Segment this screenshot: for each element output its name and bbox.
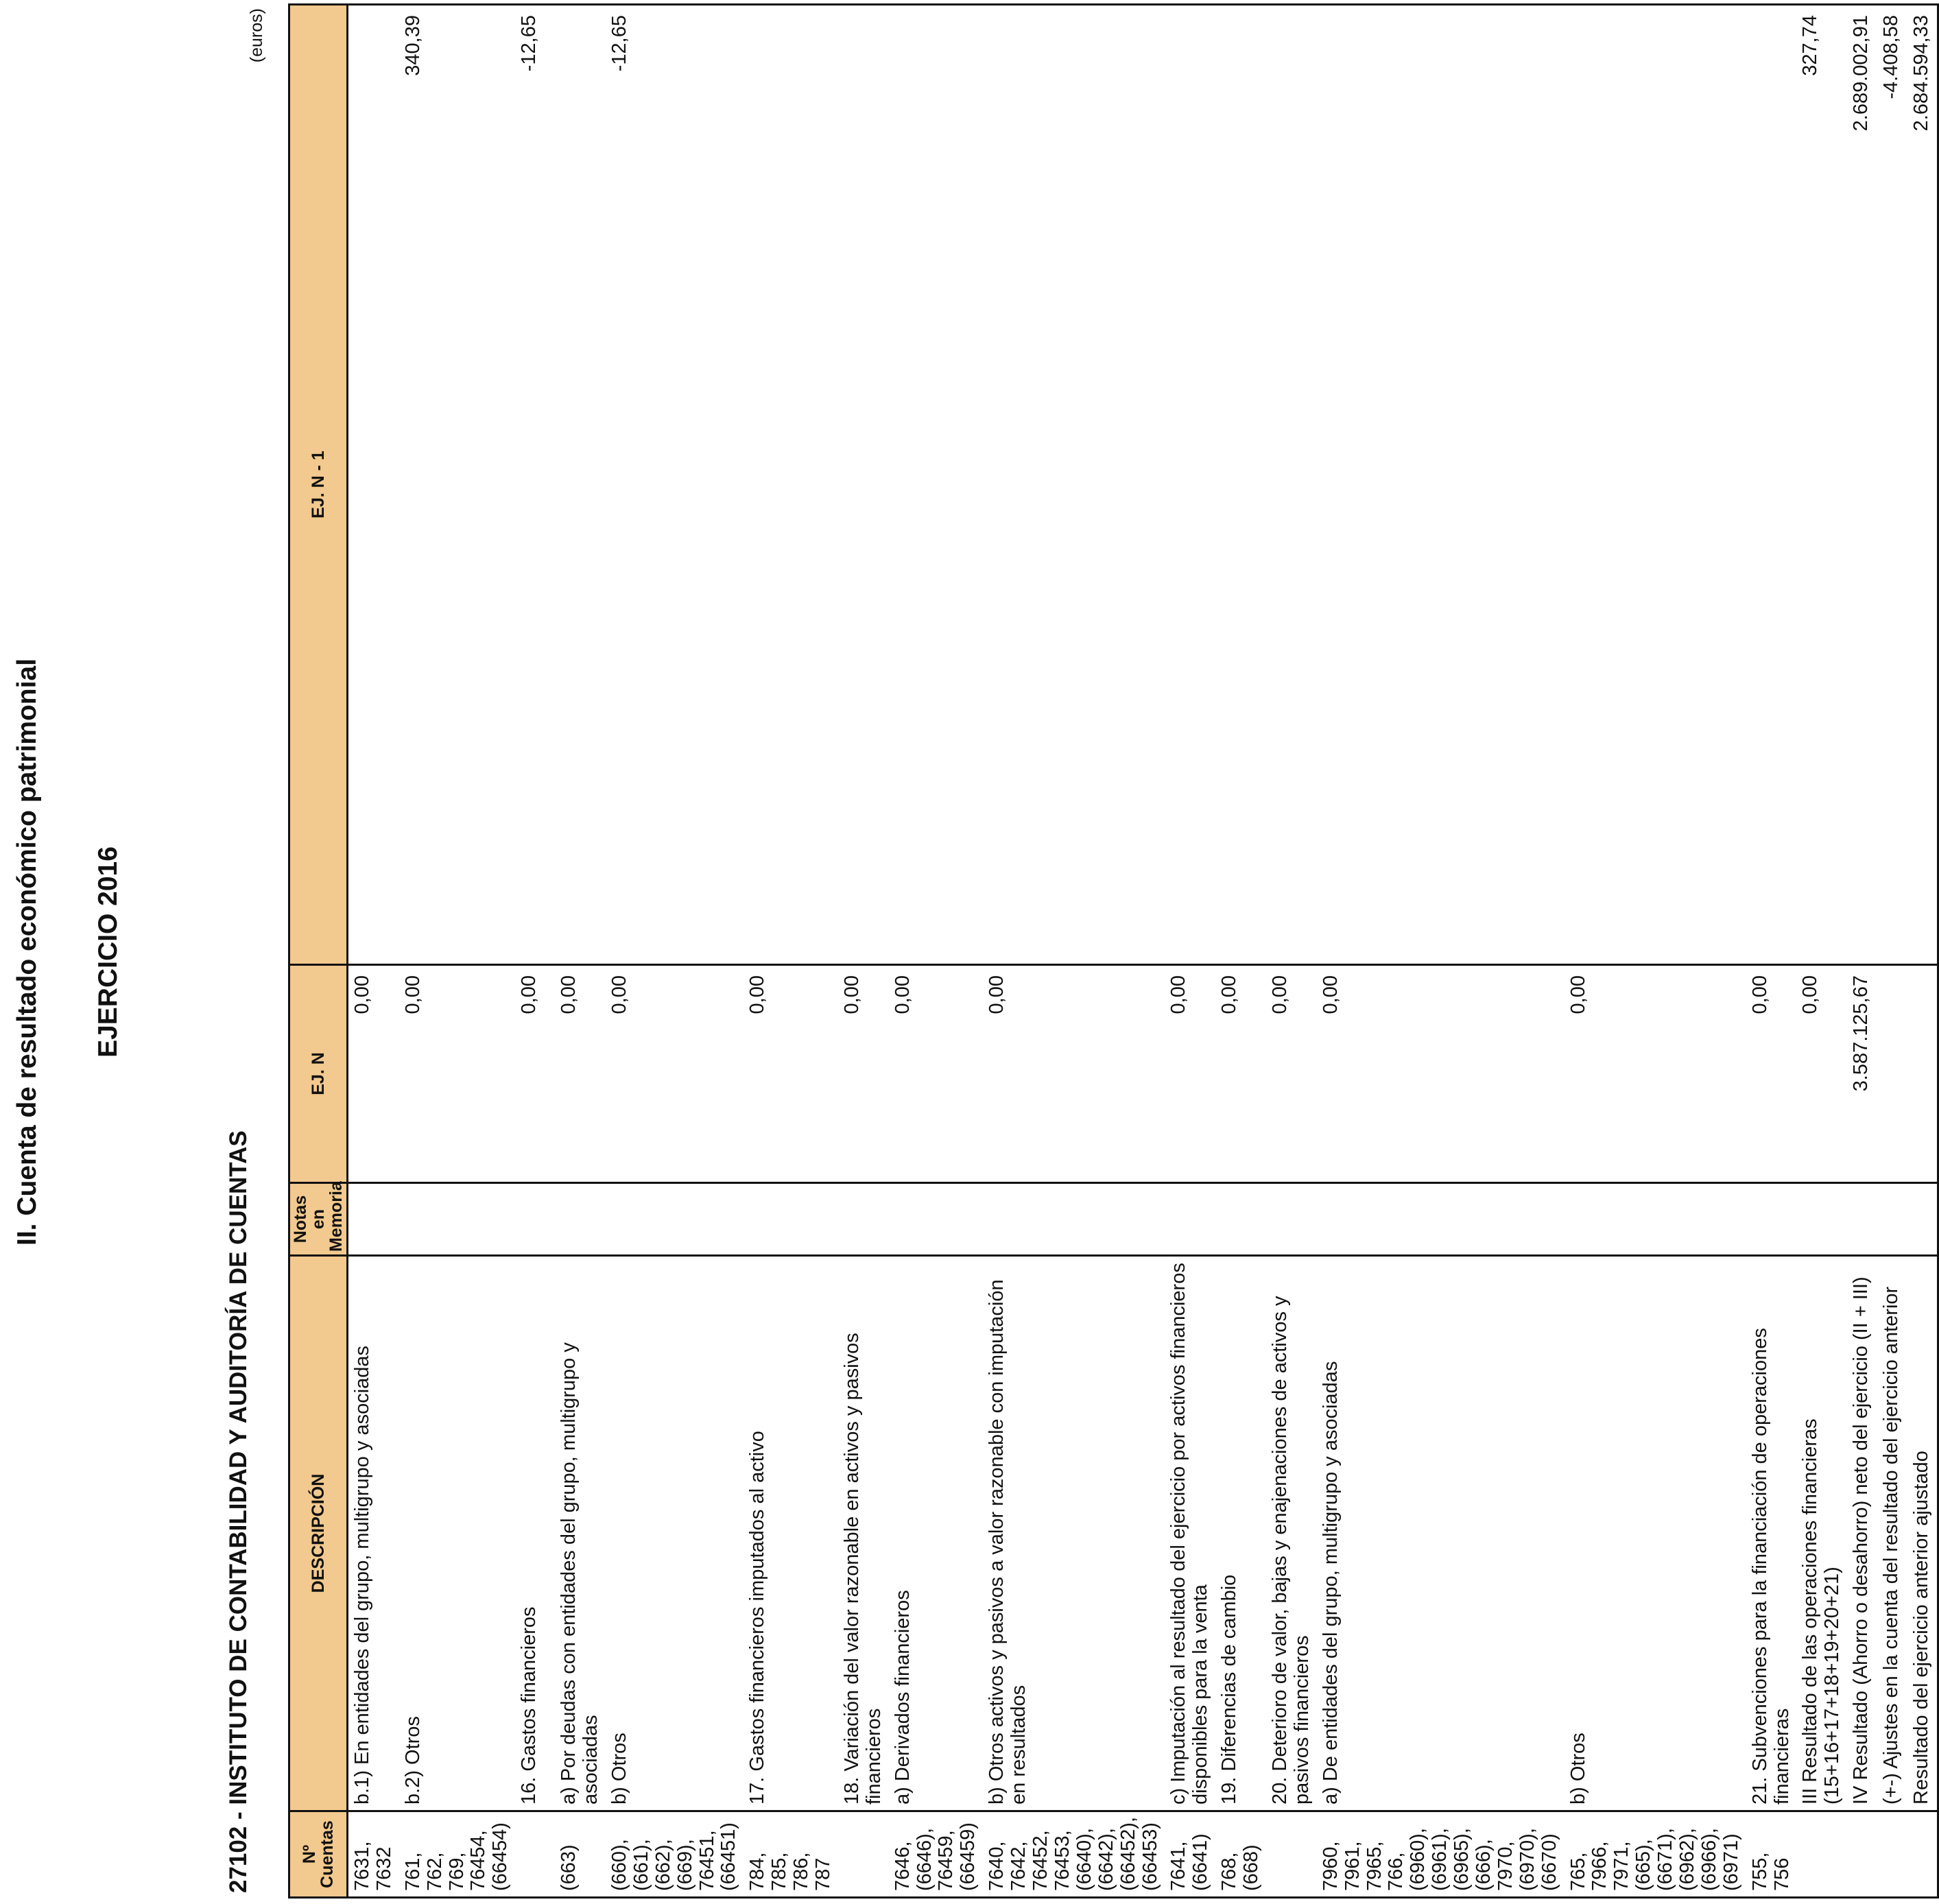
cell-ej-n1 [1215,5,1266,965]
cell-ej-n1 [1746,5,1797,965]
table-row [889,5,984,1898]
cell-cuentas [515,1811,555,1898]
cell-ej-n1 [744,5,838,965]
table-row [1847,5,1877,1898]
table-row [606,5,744,1898]
cell-descripcion: 19. Diferencias de cambio [1215,1256,1266,1811]
cell-descripcion: 21. Subvenciones para la financiación de operaciones financieras [1746,1256,1797,1811]
cell-ej-n1: 2.684.594,33 [1907,5,1938,965]
cell-notas [1847,1183,1877,1256]
cell-ej-n1: -4.408,58 [1877,5,1907,965]
table-row [1907,5,1938,1898]
cell-descripcion: a) De entidades del grupo, multigrupo y asociadas [1317,1256,1565,1811]
results-table [288,3,1939,1899]
cell-notas [889,1183,984,1256]
cell-descripcion: b.2) Otros [399,1256,515,1811]
cell-ej-n [1907,965,1938,1183]
cell-ej-n: 0,00 [399,965,515,1183]
table-row [744,5,838,1898]
cell-ej-n: 0,00 [555,965,606,1183]
table-body [348,5,1938,1898]
cell-ej-n1 [889,5,984,965]
cell-ej-n1 [983,5,1165,965]
currency-unit: (euros) [247,8,266,63]
cell-descripcion: (+-) Ajustes en la cuenta del resultado del ejercicio anterior [1877,1256,1907,1811]
cell-cuentas [1796,1811,1847,1898]
cell-descripcion: b) Otros [1565,1256,1746,1811]
cell-descripcion: b) Otros activos y pasivos a valor razonable con imputación en resultados [983,1256,1165,1811]
cell-ej-n: 0,00 [606,965,744,1183]
cell-ej-n: 0,00 [744,965,838,1183]
cell-descripcion: 17. Gastos financieros imputados al activo [744,1256,838,1811]
cell-ej-n1 [1317,5,1565,965]
cell-notas [1565,1183,1746,1256]
cell-notas [1907,1183,1938,1256]
cell-cuentas: 7640, 7642, 76452, 76453, (6640), (6642), (66452), (66453) [983,1811,1165,1898]
cell-notas [1796,1183,1847,1256]
table-row [399,5,515,1898]
cell-ej-n1: -12,65 [606,5,744,965]
cell-ej-n: 0,00 [515,965,555,1183]
organization-title: 27102 - INSTITUTO DE CONTABILIDAD Y AUDITORÍA DE CUENTAS [225,1130,252,1893]
cell-descripcion: b) Otros [606,1256,744,1811]
cell-ej-n1 [1266,5,1317,965]
cell-ej-n: 0,00 [1215,965,1266,1183]
table-header-row [289,5,348,1898]
header-descripcion: DESCRIPCIÓN [289,1256,348,1811]
table-row [1266,5,1317,1898]
cell-ej-n: 0,00 [838,965,889,1183]
table-row [1565,5,1746,1898]
cell-ej-n: 0,00 [1266,965,1317,1183]
table-row [1796,5,1847,1898]
cell-ej-n: 0,00 [1317,965,1565,1183]
cell-cuentas: 761, 762, 769, 76454, (66454) [399,1811,515,1898]
fiscal-year-title: EJERCICIO 2016 [93,846,123,1058]
cell-ej-n1 [555,5,606,965]
cell-notas [606,1183,744,1256]
cell-cuentas: 7641, (6641) [1165,1811,1215,1898]
cell-notas [348,1183,399,1256]
table-row [1165,5,1215,1898]
table-row [348,5,399,1898]
cell-notas [515,1183,555,1256]
cell-notas [1165,1183,1215,1256]
cell-descripcion: 18. Variación del valor razonable en activos y pasivos financieros [838,1256,889,1811]
cell-descripcion: IV Resultado (Ahorro o desahorro) neto del ejercicio (II + III) [1847,1256,1877,1811]
header-ej-n1: EJ. N - 1 [289,5,348,965]
cell-cuentas [1877,1811,1907,1898]
cell-ej-n: 0,00 [1746,965,1797,1183]
cell-cuentas [1847,1811,1877,1898]
cell-cuentas [838,1811,889,1898]
cell-ej-n [1877,965,1907,1183]
cell-notas [1266,1183,1317,1256]
cell-notas [838,1183,889,1256]
cell-notas [1746,1183,1797,1256]
cell-cuentas: 755, 756 [1746,1811,1797,1898]
table-row [1877,5,1907,1898]
cell-ej-n: 0,00 [348,965,399,1183]
cell-notas [1877,1183,1907,1256]
cell-descripcion: a) Por deudas con entidades del grupo, multigrupo y asociadas [555,1256,606,1811]
table-row [1317,5,1565,1898]
cell-ej-n1: 340,39 [399,5,515,965]
cell-ej-n1 [1165,5,1215,965]
cell-cuentas: 784, 785, 786, 787 [744,1811,838,1898]
cell-notas [1317,1183,1565,1256]
cell-cuentas: 7960, 7961, 7965, 766, (6960), (6961), (6965), (666), 7970, (6970), (6670) [1317,1811,1565,1898]
cell-cuentas: (663) [555,1811,606,1898]
cell-ej-n: 0,00 [1796,965,1847,1183]
table-row [838,5,889,1898]
cell-cuentas [1907,1811,1938,1898]
cell-ej-n1 [1565,5,1746,965]
cell-descripcion: b.1) En entidades del grupo, multigrupo y asociadas [348,1256,399,1811]
cell-descripcion: a) Derivados financieros [889,1256,984,1811]
header-notas: Notas en Memoria [289,1183,348,1256]
cell-cuentas: 7631, 7632 [348,1811,399,1898]
table-row [555,5,606,1898]
cell-notas [399,1183,515,1256]
cell-cuentas: (660), (661), (662), (669), 76451, (66451) [606,1811,744,1898]
cell-notas [983,1183,1165,1256]
page-title: II. Cuenta de resultado económico patrimonial [12,658,42,1246]
table-row [515,5,555,1898]
cell-ej-n: 0,00 [889,965,984,1183]
cell-descripcion: 20. Deterioro de valor, bajas y enajenaciones de activos y pasivos financieros [1266,1256,1317,1811]
cell-descripcion: III Resultado de las operaciones financieras (15+16+17+18+19+20+21) [1796,1256,1847,1811]
cell-ej-n1: -12,65 [515,5,555,965]
cell-descripcion: c) Imputación al resultado del ejercicio por activos financieros disponibles para la venta [1165,1256,1215,1811]
header-cuentas: Nº Cuentas [289,1811,348,1898]
cell-ej-n: 0,00 [1565,965,1746,1183]
table-row [983,5,1165,1898]
cell-ej-n1: 327,74 [1796,5,1847,965]
cell-cuentas: 765, 7966, 7971, (665), (6671), (6962), (6966), (6971) [1565,1811,1746,1898]
cell-notas [1215,1183,1266,1256]
cell-ej-n1 [838,5,889,965]
header-ej-n: EJ. N [289,965,348,1183]
cell-ej-n1: 2.689.002,91 [1847,5,1877,965]
cell-notas [744,1183,838,1256]
cell-cuentas: 7646, (6646), 76459, (66459) [889,1811,984,1898]
cell-ej-n1 [348,5,399,965]
cell-ej-n: 0,00 [1165,965,1215,1183]
cell-ej-n: 3.587.125,67 [1847,965,1877,1183]
table-row [1215,5,1266,1898]
table-row [1746,5,1797,1898]
cell-cuentas [1266,1811,1317,1898]
cell-descripcion: Resultado del ejercicio anterior ajustado [1907,1256,1938,1811]
cell-notas [555,1183,606,1256]
cell-descripcion: 16. Gastos financieros [515,1256,555,1811]
cell-ej-n: 0,00 [983,965,1165,1183]
cell-cuentas: 768, (668) [1215,1811,1266,1898]
